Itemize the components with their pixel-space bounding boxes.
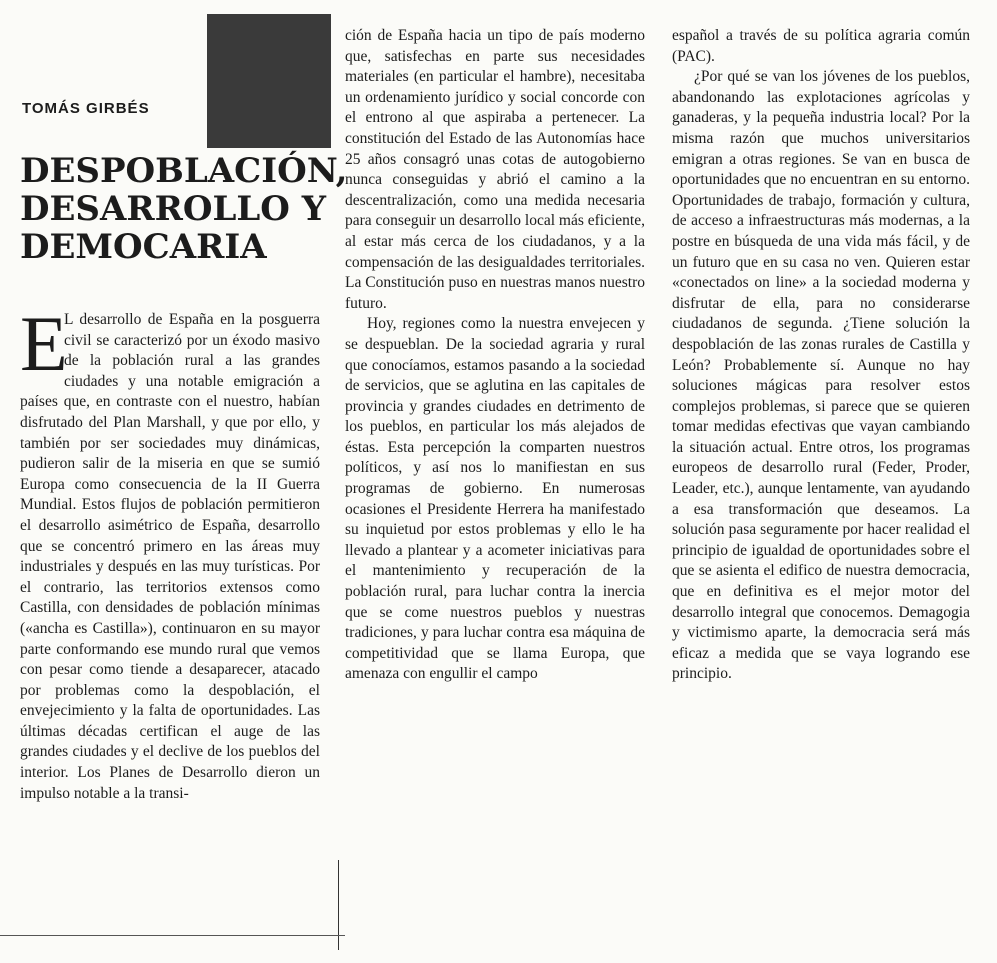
drop-cap: E: [20, 300, 68, 387]
title-line: DEMOCARIA: [20, 227, 267, 267]
author-name: TOMÁS GIRBÉS: [22, 100, 150, 117]
author-photo: [207, 14, 331, 148]
column-3: [672, 26, 970, 685]
bottom-rule: [0, 935, 345, 936]
paragraph: ¿Por qué se van los jóvenes de los pueblos, abandonando las explotaciones agrícolas y ganaderas, y la pequeña industria local? Por la misma razón que muchos universitarios emigran a otras regiones. Se van en busca de oportunidades que no encuentran en su entorno. Oportunidades de trabajo, formación y cultura, de acceso a infraestructuras más modernas, a la postre en búsqueda de una vida más fácil, y de un futuro que en su casa no ven. Quieren estar «conectados on line» a la sociedad moderna y disfrutar de ella, para no considerarse ciudadanos de segunda. ¿Tiene solución la despoblación de las zonas rurales de Castilla y León? Probablemente sí. Aunque no hay soluciones mágicas para resolver estos complejos problemas, si parece que se quieren tomar medidas efectivas que vayan cambiando la situación actual. Entre otros, los programas europeos de desarrollo rural (Feder, Proder, Leader, etc.), aunque lentamente, van ayudando a esa transformación que deseamos. La solución pasa seguramente por hacer realidad el principio de igualdad de oportunidades sobre el que se asienta el edifico de nuestra democracia, que en definitiva es el mejor motor del desarrollo integral que conocemos. Demagogia y victimismo aparte, la democracia será más eficaz a medida que se vaya logrando ese principio.: [672, 68, 970, 683]
title-line: DESPOBLACIÓN,: [20, 151, 348, 191]
paragraph: Hoy, regiones como la nuestra envejecen y se despueblan. De la sociedad agraria y rural que conocíamos, estamos pasando a la sociedad de servicios, que se aglutina en las capitales de provincia y grandes ciudades en detrimento de los pueblos, en particular los más alejados de éstas. Esta percepción la comparten nuestros políticos, y así nos lo manifiestan en sus programas de gobierno. En numerosas ocasiones el Presidente Herrera ha manifestado su inquietud por estos problemas y ello le ha llevado a plantear y a acometer iniciativas para el mantenimiento y recuperación de la población rural, para luchar contra la inercia que se come nuestros pueblos y nuestras tradiciones, y para luchar contra esa máquina de competitividad que se llama Europa, que amenaza con engullir el campo: [345, 315, 645, 683]
paragraph: español a través de su política agraria común (PAC).: [672, 27, 970, 65]
title-line: DESARROLLO Y: [20, 189, 326, 229]
column-2: [345, 26, 645, 685]
article-title: [20, 151, 348, 267]
column-rule: [338, 860, 339, 950]
paragraph: ción de España hacia un tipo de país moderno que, satisfechas en parte sus necesidades materiales (en particular el hambre), necesitaba un ordenamiento jurídico y social concorde con el entrono al que aspiraba a pertenecer. La constitución del Estado de las Autonomías hace 25 años consagró unas cotas de autogobierno nunca conseguidas y abrió el camino a la descentralización, como una medida necesaria para conseguir un desarrollo local más eficiente, al estar más cerca de los ciudadanos, y a la compensación de las desigualdades territoriales. La Constitución puso en nuestras manos nuestro futuro.: [345, 27, 645, 312]
paragraph: L desarrollo de España en la posguerra civil se caracterizó por un éxodo masivo de la población rural a las grandes ciudades y una notable emigración a países que, en contraste con el nuestro, habían disfrutado del Plan Marshall, y que por ello, y también por ser sociedades muy dinámicas, pudieron salir de la miseria en que se sumió Europa como consecuencia de la II Guerra Mundial. Estos flujos de población permitieron el desarrollo asimétrico de España, desarrollo que se concentró primero en las áreas muy industriales y después en las muy turísticas. Por el contrario, las territorios extensos como Castilla, con densidades de población mínimas («ancha es Castilla»), continuaron en su mayor parte conformando ese mundo rural que vemos con pesar como tiende a desaparecer, atacado por problemas como la despoblación, el envejecimiento y la falta de oportunidades. Las últimas décadas certifican el auge de las grandes ciudades y el declive de los pueblos del interior. Los Planes de Desarrollo dieron un impulso notable a la transi-: [20, 311, 320, 802]
column-1: [20, 300, 320, 804]
